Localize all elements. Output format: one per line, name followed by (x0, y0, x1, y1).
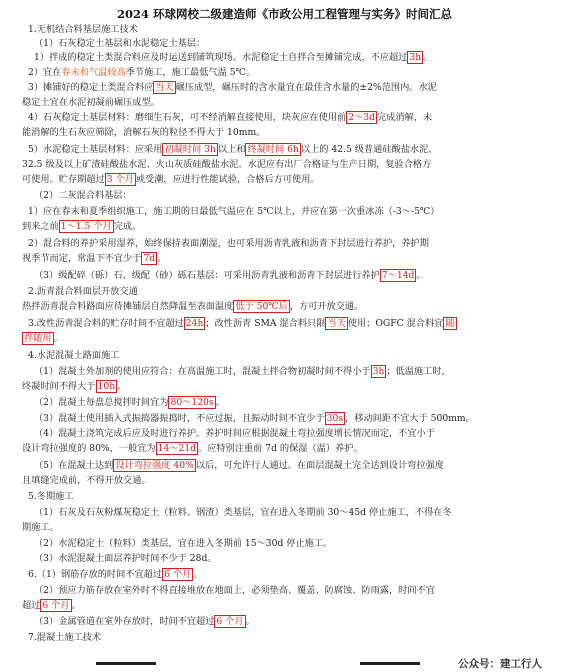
highlighted-value: 初凝时间 3h (164, 144, 216, 155)
text-line (22, 253, 166, 265)
line-text: （3）级配碎（砾）石、级配（砂）砾石基层：可采用沥青乳液和沥青下封层进行养护 (34, 270, 380, 281)
line-text: 以上的 42.5 级普通硅酸盐水泥、 (300, 144, 438, 155)
text-line (34, 507, 452, 519)
line-text: （2）水泥稳定土（粒料）类基层，宜在进入冬期前 15～30d 停止施工。 (34, 538, 333, 549)
text-line (22, 159, 431, 171)
text-line (34, 428, 435, 440)
highlighted-value: 6 个月 (164, 569, 192, 580)
line-text: 5.冬期施工 (28, 491, 74, 502)
highlighted-text: 春末和气温较高 (61, 67, 126, 78)
line-text: ，移动间距不宜大于 500mm。 (345, 413, 475, 424)
highlighted-value: 7～14d (381, 270, 415, 281)
text-line (28, 206, 439, 218)
highlighted-value: 3 个月 (106, 174, 134, 185)
text-line (28, 286, 138, 298)
text-line (28, 350, 119, 362)
line-text: （3）混凝土使用插入式振捣器振捣时，不应过振，且振动时间不宜少于 (34, 413, 325, 424)
line-text: （4）混凝土浇筑完成后应及时进行养护。养护时间应根据混凝土弯拉强度增长情况而定，不宜小于 (34, 428, 435, 439)
line-text: ；低温施工时， (386, 366, 451, 377)
highlighted-value: 3h (372, 366, 385, 377)
text-line (22, 97, 160, 109)
line-text: 2）宜在 (28, 67, 62, 78)
line-text: 。 (245, 616, 255, 627)
line-text: 。 (423, 52, 433, 63)
line-text: 。 (53, 333, 63, 344)
footer-rule-left (96, 662, 156, 665)
line-text: ；改性沥青 SMA 混合料只限 (205, 318, 326, 329)
line-text: 。 (157, 253, 167, 264)
text-line (22, 475, 151, 487)
highlighted-value: 24h (185, 318, 204, 329)
text-line (34, 397, 225, 409)
text-line (28, 569, 202, 581)
line-text: 。 (71, 600, 81, 611)
line-text: 可使用。贮存期超过 (22, 174, 105, 185)
line-text: 7.混凝土施工技术 (28, 632, 102, 643)
line-text: 。 (193, 569, 203, 580)
line-text: （1）混凝土外加剂的使用应符合：在高温施工时，混凝土拌合物初凝时间不得小于 (34, 366, 371, 377)
highlighted-value: 低于 50℃后 (235, 301, 288, 312)
text-line (34, 38, 205, 50)
highlighted-value: 3h (409, 52, 422, 63)
text-line (22, 333, 63, 345)
text-line (34, 270, 426, 282)
document-title: 2024 环球网校二级建造师《市政公用工程管理与实务》时间汇总 (116, 7, 452, 21)
line-text: 2）混合料的养护采用湿养，始终保持表面潮湿，也可采用沥青乳液和沥青下封层进行养护，养护期 (28, 238, 429, 249)
line-text: 。 (117, 381, 127, 392)
line-text: 。 (416, 270, 426, 281)
line-text: 1）拌成的稳定土类混合料应及时运送到铺筑现场。水泥稳定土自拌合至摊铺完成，不应超过 (34, 52, 408, 63)
text-line (22, 221, 141, 233)
highlighted-value: 6 个月 (216, 616, 244, 627)
text-line (34, 616, 255, 628)
line-text: （2）预应力筋存放在室外时不得直接堆放在地面上，必须垫高、覆盖、防腐蚀、防雨露，时间不宜 (34, 585, 435, 596)
line-text: （5）在混凝土达到 (34, 460, 114, 471)
text-line (28, 67, 255, 79)
text-line (22, 127, 265, 139)
text-line (34, 366, 451, 378)
highlighted-value: 6 个月 (42, 600, 70, 611)
text-line (22, 301, 363, 313)
text-line (28, 144, 437, 156)
highlighted-value: 随 (445, 318, 455, 329)
highlighted-value: 30s (326, 413, 344, 424)
highlighted-value: 终凝时间 6h (247, 144, 299, 155)
text-line (34, 190, 132, 202)
text-line (34, 538, 332, 550)
highlighted-value: 当天 (155, 82, 174, 93)
line-text: 。 (215, 397, 225, 408)
line-text: 稳定土宜在水泥初凝前碾压成型。 (22, 97, 160, 108)
watermark-text: 公众号：建工行人 (458, 658, 542, 670)
line-text: （3）金属管道在室外存放时，时间不宜超过 (34, 616, 215, 627)
line-text: 设计弯拉强度的 80%，一般宜为 (22, 443, 156, 454)
line-text: 1.无机结合料基层施工技术 (28, 24, 138, 35)
text-line (22, 443, 363, 455)
line-text: 3.改性沥青混合料的贮存时间不宜超过 (28, 318, 184, 329)
highlighted-value: 7d (143, 253, 156, 264)
line-text: 5）水泥稳定土基层材料：应采用 (28, 144, 163, 155)
highlighted-value: 设计弯拉强度 40% (115, 460, 194, 471)
footer-rule-right (360, 662, 420, 665)
text-line (28, 82, 437, 94)
text-line (34, 553, 217, 565)
highlighted-value: 当天 (327, 318, 346, 329)
text-line (28, 491, 74, 503)
line-text: 到来之前 (22, 221, 59, 232)
text-line (22, 174, 320, 186)
line-text: 3）摊铺好的稳定土类混合料应 (28, 82, 154, 93)
line-text: （1）石灰及石灰粉煤灰稳定土（粒料、钢渣）类基层，宜在进入冬期前 30～45d 停止施工，不得在冬 (34, 507, 452, 518)
text-line (22, 522, 59, 534)
text-line (28, 238, 429, 250)
line-text: 4）石灰稳定土基层材料：磨细生石灰，可不经消解直接使用，块灰应在使用前 (28, 112, 347, 123)
highlighted-value: 拌随用 (24, 333, 52, 344)
text-line (22, 600, 81, 612)
line-text: 季节施工，施工最低气温 5℃。 (125, 67, 256, 78)
highlighted-value: 80～120s (170, 397, 214, 408)
line-text: 32.5 级及以上矿渣硅酸盐水泥、火山灰质硅酸盐水泥。水泥应有出厂合格证与生产日期，复验合格方 (22, 159, 432, 170)
line-text: 2.沥青混合料面层开放交通 (28, 286, 138, 297)
line-text: 以上和 (217, 144, 246, 155)
line-text: 使用；OGFC 混合料宜 (347, 318, 444, 329)
line-text: （2）二灰混合料基层： (34, 190, 132, 201)
line-text: 4.水泥混凝土路面施工 (28, 350, 120, 361)
line-text: 完成消解，未 (377, 112, 433, 123)
line-text: 完成。 (113, 221, 142, 232)
line-text: 或受潮，应进行性能试验，合格后方可使用。 (135, 174, 320, 185)
line-text: ，方可开放交通。 (289, 301, 364, 312)
text-line (34, 585, 435, 597)
line-text: （2）混凝土每盘总搅拌时间宜为 (34, 397, 169, 408)
line-text: 1）应在春末和夏季组织施工，施工期的日最低气温应在 5℃以上，并应在第一次重冰冻（-3～-5℃） (28, 206, 440, 217)
line-text: 热拌沥青混合料路面应待摊铺层自然降温至表面温度 (22, 301, 234, 312)
text-line (34, 413, 475, 425)
text-line (28, 112, 432, 124)
highlighted-value: 10h (97, 381, 116, 392)
line-text: 终凝时间不得大于 (22, 381, 96, 392)
text-line (28, 24, 138, 36)
highlighted-value: 14～21d (157, 443, 197, 454)
line-text: 以后，可允许行人通过。在面层混凝土完全达到设计弯拉强度 (195, 460, 444, 471)
text-line (34, 460, 444, 472)
line-text: （1）石灰稳定土基层和水泥稳定土基层： (34, 38, 206, 49)
line-text: 期施工。 (22, 522, 59, 533)
line-text: 碾压成型，碾压时的含水量宜在最佳含水量的±2%范围内。水泥 (175, 82, 437, 93)
highlighted-value: 2～3d (348, 112, 375, 123)
line-text: 超过 (22, 600, 41, 611)
text-line (22, 381, 126, 393)
text-line (28, 318, 457, 330)
line-text: 6.（1）钢筋存放的时间不宜超过 (28, 569, 163, 580)
line-text: 。应特别注重前 7d 的保湿（温）养护。 (198, 443, 363, 454)
line-text: 能消解的生石灰应筛除，消解石灰的粒径不得大于 10mm。 (22, 127, 266, 138)
highlighted-value: 1～1.5 个月 (60, 221, 112, 232)
text-line (34, 52, 432, 64)
line-text: （3）水泥混凝土面层养护时间不少于 28d。 (34, 553, 217, 564)
line-text: 且填缝完成前，不得开放交通。 (22, 475, 151, 486)
line-text: 视季节而定，常温下不宜少于 (22, 253, 142, 264)
text-line (28, 632, 101, 644)
